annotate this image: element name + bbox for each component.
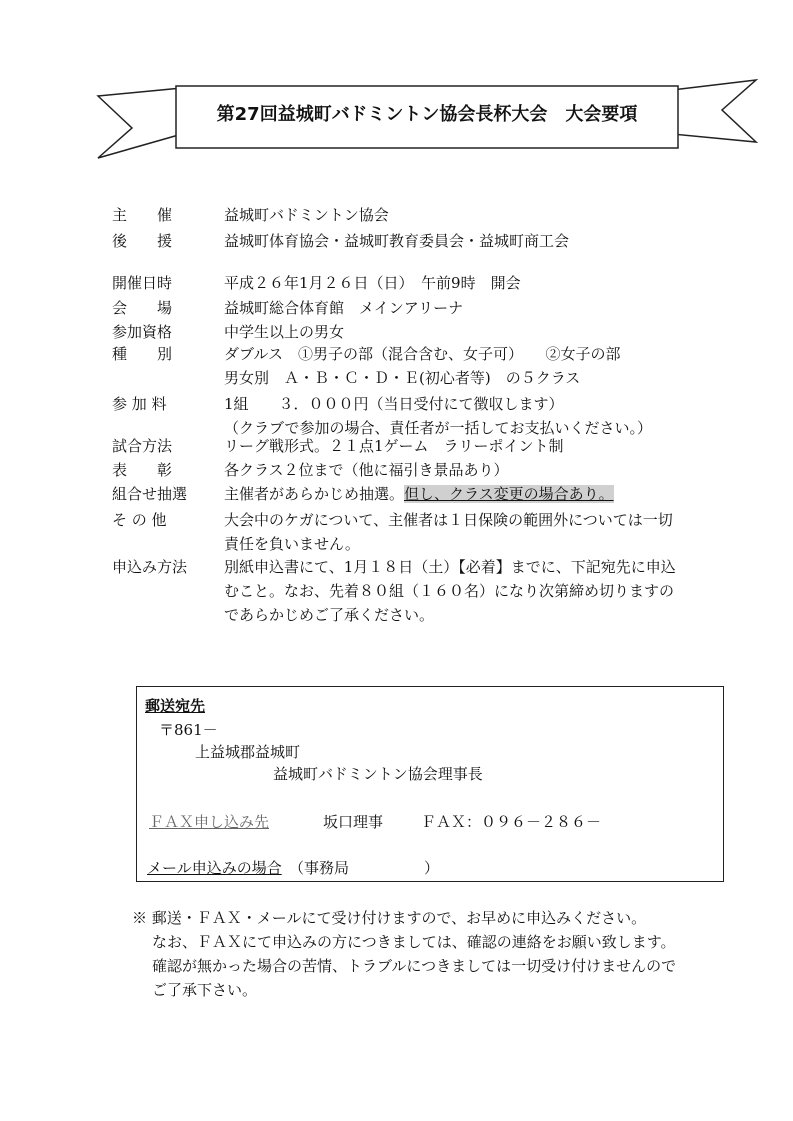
fee-line2: （クラブで参加の場合、責任者が一括してお支払いください。） bbox=[224, 419, 652, 437]
apply-line2: むこと。なお、先着８０組（１６０名）になり次第締め切りますの bbox=[224, 582, 675, 600]
category-line1: ダブルス ①男子の部（混合含む、女子可） ②女子の部 bbox=[224, 345, 621, 363]
support-label: 後 援 bbox=[112, 232, 173, 250]
award-value: 各クラス２位まで（他に福引き景品あり） bbox=[224, 461, 509, 479]
note-line3: 確認が無かった場合の苦情、トラブルにつきましては一切受け付けませんので bbox=[152, 957, 677, 975]
mailing-recipient: 益城町バドミントン協会理事長 bbox=[273, 765, 483, 783]
venue-label: 会 場 bbox=[112, 299, 173, 317]
organizer-value: 益城町バドミントン協会 bbox=[224, 206, 389, 224]
apply-label: 申込み方法 bbox=[112, 558, 188, 576]
mailing-box bbox=[136, 686, 724, 882]
other-label: そ の 他 bbox=[112, 511, 167, 529]
mailing-address: 上益城郡益城町 bbox=[195, 743, 301, 761]
support-value: 益城町体育協会・益城町教育委員会・益城町商工会 bbox=[224, 232, 570, 250]
email-detail: （事務局 ） bbox=[289, 859, 440, 877]
title-banner bbox=[96, 76, 758, 162]
mailing-heading: 郵送宛先 bbox=[145, 697, 206, 715]
eligibility-value: 中学生以上の男女 bbox=[224, 323, 345, 341]
note-line4: ご了承下さい。 bbox=[152, 981, 258, 999]
fax-number: ＦＡＸ：０９６－２８６－ bbox=[421, 813, 602, 831]
category-label: 種 別 bbox=[112, 345, 173, 363]
fee-line1: 1組 ３．０００円（当日受付にて徴収します） bbox=[224, 395, 564, 413]
note-line1: ※ 郵送・ＦＡＸ・メールにて受け付けますので、お早めに申込みください。 bbox=[132, 909, 647, 927]
note-line2: なお、ＦＡＸにて申込みの方につきましては、確認の連絡をお願い致します。 bbox=[152, 933, 676, 951]
fax-label: ＦＡＸ申し込み先 bbox=[149, 813, 270, 831]
award-label: 表 彰 bbox=[112, 461, 173, 479]
organizer-label: 主 催 bbox=[112, 206, 173, 224]
other-line2: 責任を負いません。 bbox=[224, 535, 360, 553]
apply-line1: 別紙申込書にて、1月１８日（土）【必着】までに、下記宛先に申込 bbox=[224, 558, 676, 576]
other-line1: 大会中のケガについて、主催者は１日保険の範囲外については一切 bbox=[224, 511, 673, 529]
apply-line3: であらかじめご了承ください。 bbox=[224, 606, 435, 624]
date-label: 開催日時 bbox=[112, 274, 173, 292]
draw-label: 組合せ抽選 bbox=[112, 485, 188, 503]
date-value: 平成２６年1月２６日（日） 午前9時 開会 bbox=[224, 274, 521, 292]
draw-highlight: 但し、クラス変更の場合あり。 bbox=[404, 485, 614, 503]
eligibility-label: 参加資格 bbox=[112, 323, 173, 341]
draw-value bbox=[224, 482, 614, 506]
page-title: 第27回益城町バドミントン協会長杯大会 大会要項 bbox=[216, 104, 638, 125]
venue-value: 益城町総合体育館 メインアリーナ bbox=[224, 299, 464, 317]
format-value: リーグ戦形式。２１点1ゲーム ラリーポイント制 bbox=[224, 437, 564, 455]
fee-label: 参 加 料 bbox=[112, 395, 167, 413]
mailing-postal: 〒861－ bbox=[159, 721, 218, 739]
notes bbox=[132, 906, 676, 1002]
draw-text: 主催者があらかじめ抽選。 bbox=[224, 485, 405, 503]
fax-person: 坂口理事 bbox=[323, 813, 384, 831]
email-label: メール申込みの場合 bbox=[147, 859, 282, 877]
format-label: 試合方法 bbox=[112, 437, 173, 455]
category-line2: 男女別 Ａ・Ｂ・Ｃ・Ｄ・Ｅ(初心者等) の５クラス bbox=[224, 369, 581, 387]
